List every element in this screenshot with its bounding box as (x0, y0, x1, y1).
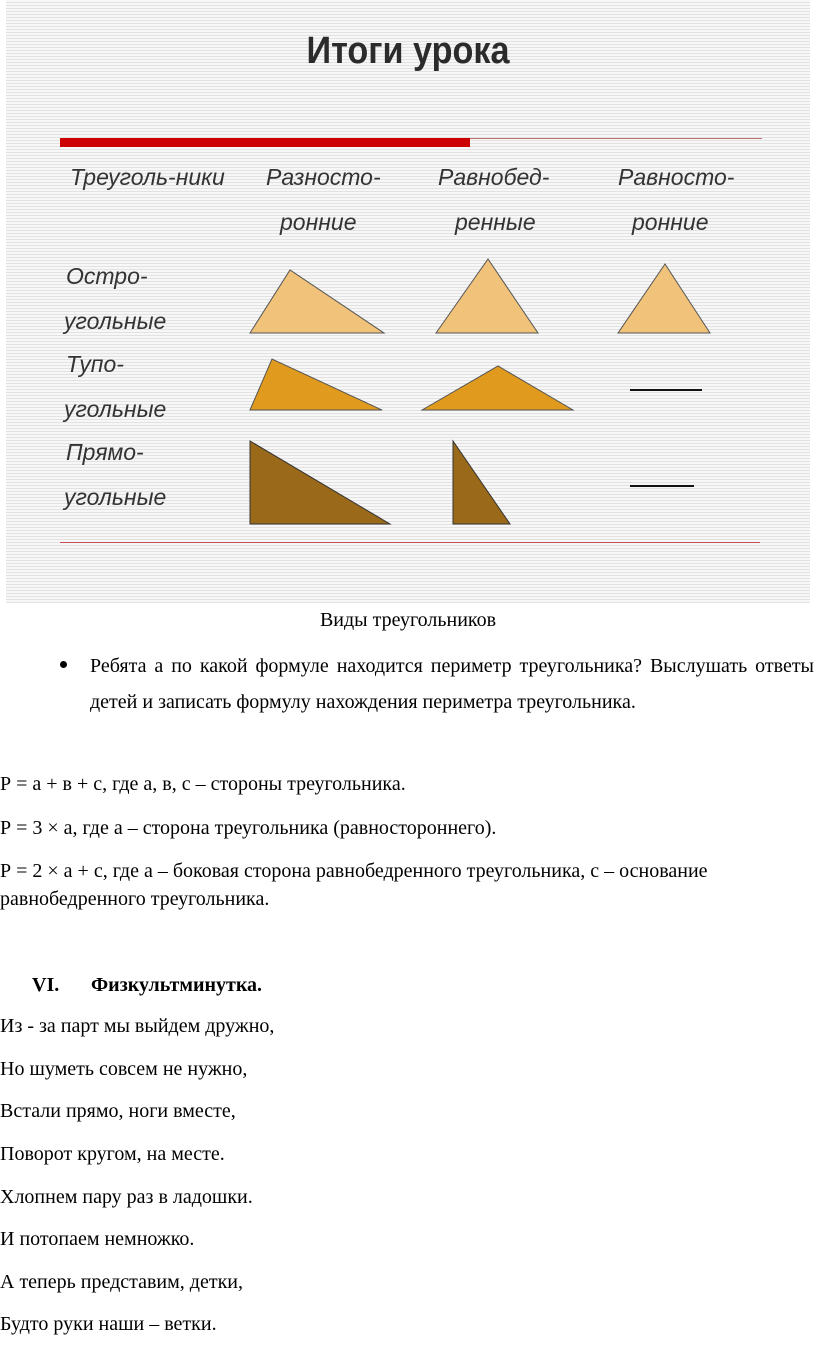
acute-scalene-triangle (250, 270, 384, 333)
figure-caption: Виды треугольников (319, 609, 497, 631)
header-equilateral-2: ронние (632, 209, 709, 235)
obtuse-equilateral-dash (630, 389, 702, 391)
row-acute-1: Остро- (66, 263, 148, 289)
slide-title: Итоги урока (306, 30, 510, 72)
formula-line: Р = 3 × а, где а – сторона треугольника (равностороннего). (0, 817, 497, 839)
header-scalene-1: Разносто- (266, 164, 381, 190)
header-isosceles-2: ренные (455, 209, 536, 235)
header-triangles: Треуголь-ники (70, 164, 225, 190)
poem-line: И потопаем немножко. (0, 1228, 195, 1250)
bullet-paragraph: Ребята а по какой формуле находится периметр треугольника? Выслушать ответы детей и записать формулу нахождения периметра треугольника. (90, 655, 814, 713)
section-title: Физкультминутка. (91, 974, 263, 996)
poem-line: Будто руки наши – ветки. (0, 1313, 217, 1335)
poem-line: А теперь представим, детки, (0, 1271, 244, 1293)
right-scalene-triangle (250, 441, 390, 524)
formula-line: Р = 2 × а + с, где а – боковая сторона равнобедренного треугольника, с – основание равнобедренного треугольника. (0, 860, 708, 910)
poem-line: Из - за парт мы выйдем дружно, (0, 1015, 275, 1037)
row-acute-2: угольные (64, 308, 167, 334)
header-scalene-2: ронние (280, 209, 357, 235)
poem-line: Хлопнем пару раз в ладошки. (0, 1186, 253, 1208)
acute-isosceles-triangle (436, 259, 538, 333)
row-right-2: угольные (64, 484, 167, 510)
row-obtuse-1: Тупо- (66, 351, 124, 377)
section-number: VI. (32, 974, 60, 996)
poem-line: Но шуметь совсем не нужно, (0, 1058, 248, 1080)
right-isosceles-triangle (453, 441, 510, 524)
obtuse-scalene-triangle (250, 359, 382, 410)
row-obtuse-2: угольные (64, 396, 167, 422)
poem-line: Встали прямо, ноги вместе, (0, 1100, 236, 1122)
header-isosceles-1: Равнобед- (438, 164, 550, 190)
poem-line: Поворот кругом, на месте. (0, 1143, 225, 1165)
obtuse-isosceles-triangle (422, 366, 573, 410)
row-right-1: Прямо- (66, 439, 144, 465)
acute-equilateral-triangle (618, 264, 710, 333)
header-equilateral-1: Равносто- (618, 164, 735, 190)
bullet-marker (60, 661, 67, 668)
right-equilateral-dash (630, 485, 694, 487)
triangles-figure (0, 0, 816, 603)
formula-line: Р = а + в + с, где а, в, с – стороны треугольника. (0, 773, 406, 795)
